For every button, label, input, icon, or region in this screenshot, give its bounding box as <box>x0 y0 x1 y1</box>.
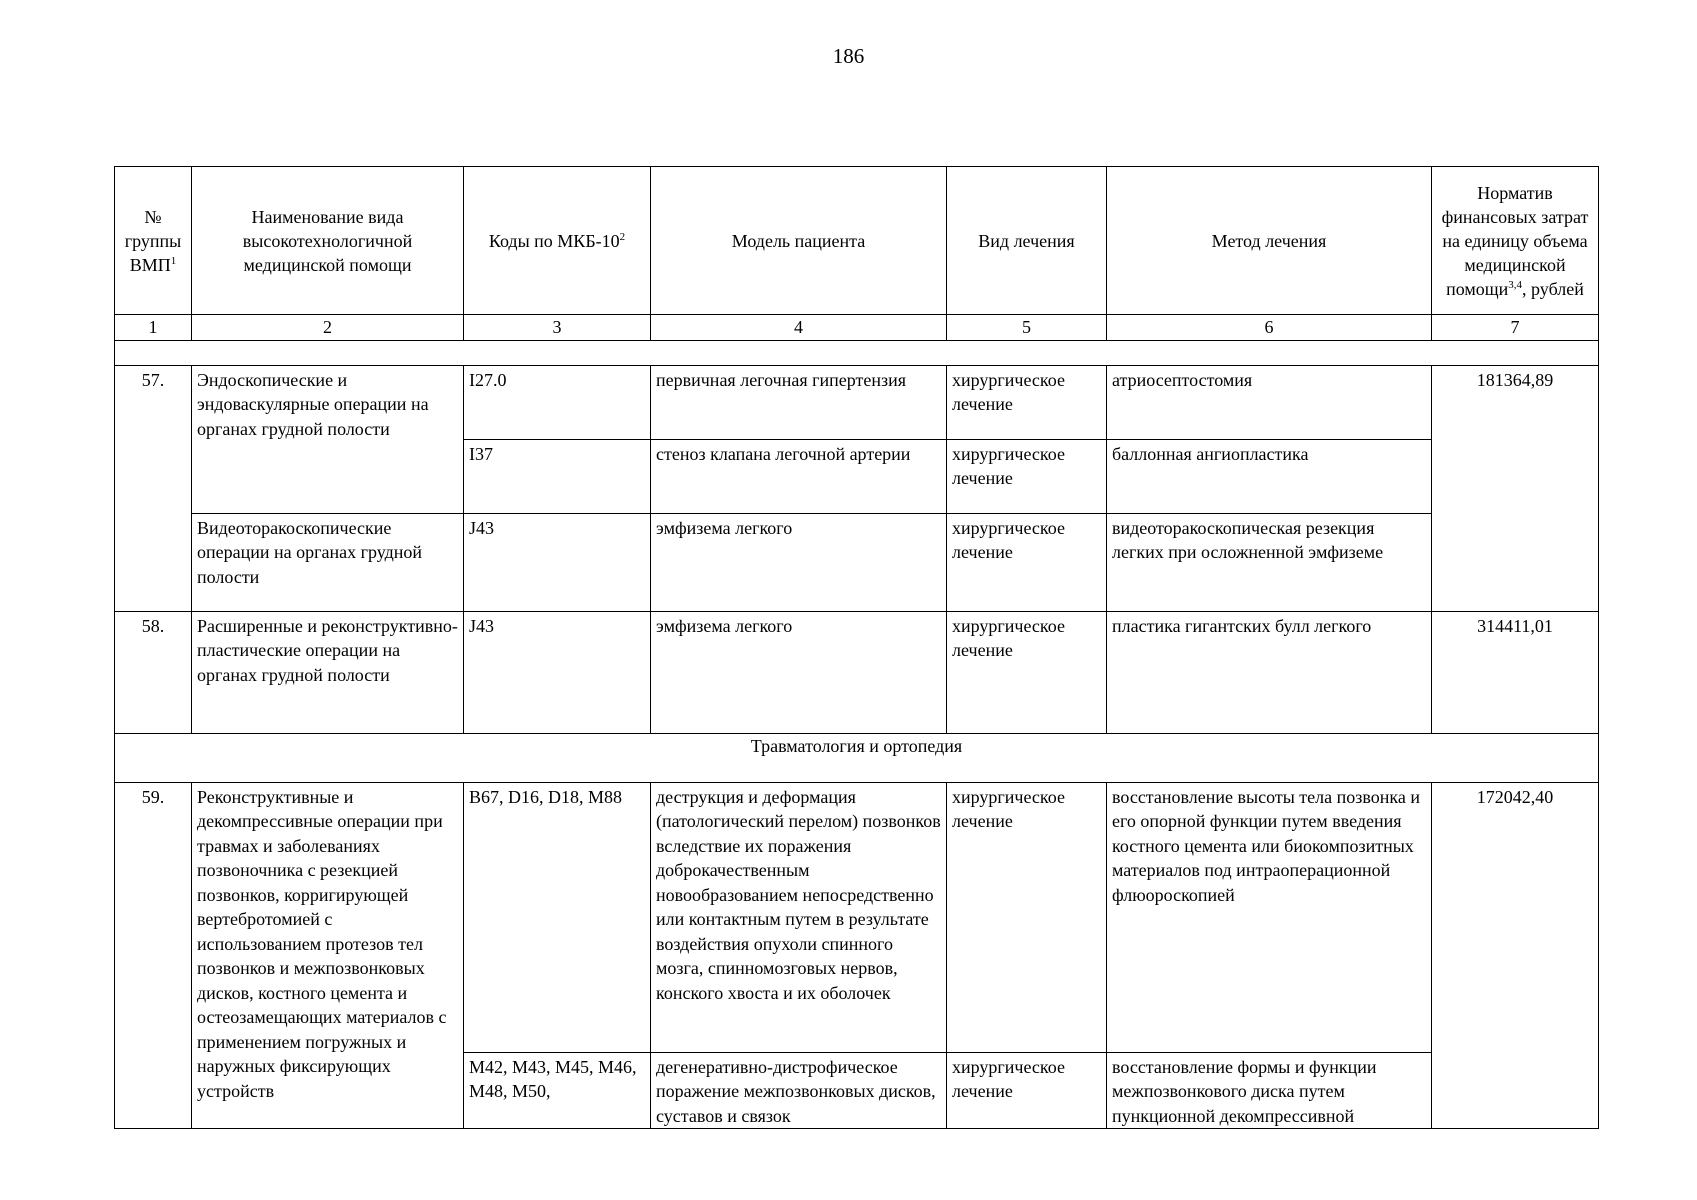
patient-model: деструкция и деформация (патологический перелом) позвонков вследствие их поражения доброкачественным новообразованием непосредственно или контактным путем в результате воздействия опухоли спинного мозга, спинномозговых нервов, конского хвоста и их оболочек <box>651 782 947 1052</box>
table-row <box>115 513 1599 611</box>
treatment-method: восстановление формы и функции межпозвонкового диска путем пункционной декомпрессивной <box>1107 1052 1432 1129</box>
group-number: 58. <box>115 611 192 733</box>
column-index-row <box>115 315 1599 341</box>
header-icd-codes: Коды по МКБ-$10^2$ <box>464 167 651 315</box>
header-cost-norm: Норматив финансовых затрат на единицу объема медицинской помощи$^{3,4}$, рублей <box>1432 167 1599 315</box>
column-index: 4 <box>651 315 947 341</box>
group-number: 57. <box>115 365 192 611</box>
treatment-type: хирургическое лечение <box>947 782 1107 1052</box>
table-row <box>115 782 1599 1052</box>
patient-model: первичная легочная гипертензия <box>651 365 947 439</box>
column-index: 5 <box>947 315 1107 341</box>
column-index: 6 <box>1107 315 1432 341</box>
vmp-table <box>114 166 1599 1129</box>
spacer-row <box>115 340 1599 365</box>
section-row <box>115 733 1599 782</box>
patient-model: эмфизема легкого <box>651 513 947 611</box>
patient-model: дегенеративно-дистрофическое поражение межпозвонковых дисков, суставов и связок <box>651 1052 947 1129</box>
care-type: Эндоскопические и эндоваскулярные операции на органах грудной полости <box>192 365 464 513</box>
cost-norm: 181364,89 <box>1432 365 1599 611</box>
table-row <box>115 611 1599 733</box>
header-row <box>115 167 1599 315</box>
treatment-type: хирургическое лечение <box>947 365 1107 439</box>
treatment-method: видеоторакоскопическая резекция легких при осложненной эмфиземе <box>1107 513 1432 611</box>
treatment-type: хирургическое лечение <box>947 439 1107 513</box>
treatment-method: атриосептостомия <box>1107 365 1432 439</box>
patient-model: эмфизема легкого <box>651 611 947 733</box>
header-treatment-type: Вид лечения <box>947 167 1107 315</box>
treatment-method: баллонная ангиопластика <box>1107 439 1432 513</box>
treatment-method: пластика гигантских булл легкого <box>1107 611 1432 733</box>
page-number: 186 <box>832 44 865 68</box>
header-type-name: Наименование вида высокотехнологичной медицинской помощи <box>192 167 464 315</box>
care-type: Видеоторакоскопические операции на органах грудной полости <box>192 513 464 611</box>
patient-model: стеноз клапана легочной артерии <box>651 439 947 513</box>
icd-code: I27.0 <box>464 365 651 439</box>
treatment-type: хирургическое лечение <box>947 1052 1107 1129</box>
column-index: 1 <box>115 315 192 341</box>
header-treatment-method: Метод лечения <box>1107 167 1432 315</box>
header-group-no: № группы ВМП$^1$ <box>115 167 192 315</box>
treatment-type: хирургическое лечение <box>947 611 1107 733</box>
cost-norm: 172042,40 <box>1432 782 1599 1129</box>
treatment-method: восстановление высоты тела позвонка и его опорной функции путем введения костного цемента или биокомпозитных материалов под интраоперационной флюороскопией <box>1107 782 1432 1052</box>
icd-code: J43 <box>464 513 651 611</box>
section-title: Травматология и ортопедия <box>115 733 1599 782</box>
group-number: 59. <box>115 782 192 1129</box>
cost-norm: 314411,01 <box>1432 611 1599 733</box>
care-type: Реконструктивные и декомпрессивные операции при травмах и заболеваниях позвоночника с резекцией позвонков, корригирующей вертебротомией с использованием протезов тел позвонков и межпозвонковых дисков, костного цемента и остеозамещающих материалов с применением погружных и наружных фиксирующих устройств <box>192 782 464 1129</box>
spacer-cell <box>115 340 1599 365</box>
care-type: Расширенные и реконструктивно-пластические операции на органах грудной полости <box>192 611 464 733</box>
icd-code: I37 <box>464 439 651 513</box>
column-index: 3 <box>464 315 651 341</box>
column-index: 2 <box>192 315 464 341</box>
treatment-type: хирургическое лечение <box>947 513 1107 611</box>
header-patient-model: Модель пациента <box>651 167 947 315</box>
table-row <box>115 365 1599 439</box>
icd-code: J43 <box>464 611 651 733</box>
icd-code: M42, M43, M45, M46, M48, M50, <box>464 1052 651 1129</box>
column-index: 7 <box>1432 315 1599 341</box>
icd-code: B67, D16, D18, M88 <box>464 782 651 1052</box>
